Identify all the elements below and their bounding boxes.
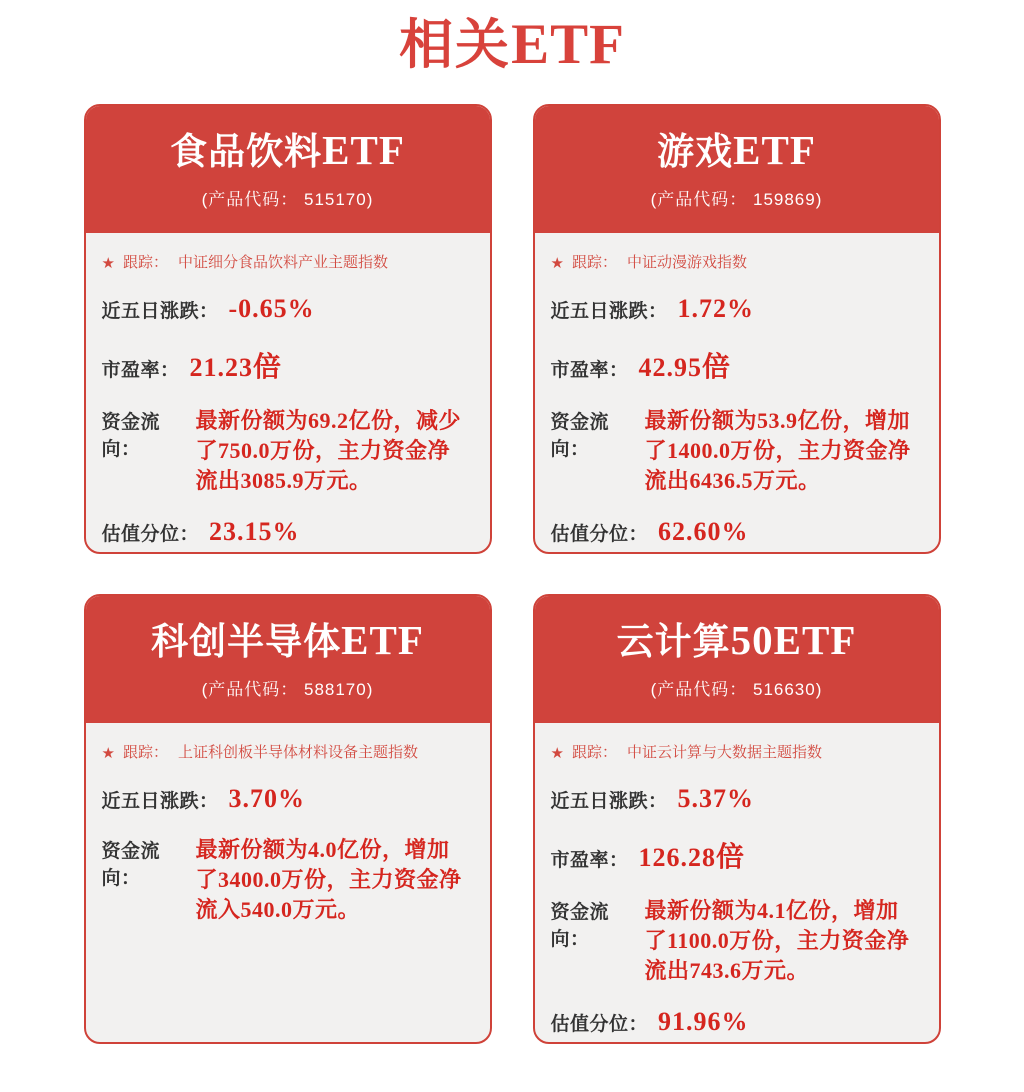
star-icon: ★ bbox=[101, 744, 115, 762]
etf-cards-grid bbox=[0, 104, 1024, 1044]
tracking-index: 上证科创板半导体材料设备主题指数 bbox=[177, 744, 418, 761]
product-code: (产品代码： 516630) bbox=[650, 679, 823, 699]
change-label: 近五日涨跌： bbox=[550, 791, 668, 812]
flow-label: 资金流向： bbox=[550, 412, 610, 460]
flow-label: 资金流向： bbox=[550, 902, 610, 950]
valuation-label: 估值分位： bbox=[550, 1014, 649, 1035]
tracking-label: 跟踪： bbox=[571, 744, 617, 761]
valuation-label: 估值分位： bbox=[550, 524, 649, 545]
valuation-row bbox=[551, 517, 921, 547]
change-label: 近五日涨跌： bbox=[101, 791, 219, 812]
star-icon: ★ bbox=[101, 254, 115, 272]
valuation-row bbox=[102, 517, 472, 547]
change-label: 近五日涨跌： bbox=[101, 301, 219, 322]
tracking-row bbox=[551, 253, 921, 273]
page-title bbox=[0, 12, 1024, 78]
etf-name bbox=[151, 616, 424, 663]
etf-name-zh: 食品饮料 bbox=[170, 130, 323, 172]
change-value: -0.65% bbox=[228, 294, 315, 323]
tracking-row bbox=[551, 743, 921, 763]
pe-label: 市盈率： bbox=[550, 850, 629, 871]
pe-row bbox=[102, 345, 472, 385]
etf-name-zh: 科创半导体 bbox=[151, 620, 342, 662]
tracking-row bbox=[102, 743, 472, 763]
pe-value bbox=[639, 835, 745, 875]
etf-name bbox=[170, 126, 405, 173]
card-header bbox=[535, 106, 939, 233]
tracking-label: 跟踪： bbox=[122, 254, 168, 271]
etf-name-en: ETF bbox=[341, 616, 424, 663]
pe-value bbox=[190, 345, 282, 385]
pe-label: 市盈率： bbox=[101, 360, 180, 381]
etf-card-star-semiconductor bbox=[84, 594, 492, 1044]
tracking-label: 跟踪： bbox=[571, 254, 617, 271]
pe-number: 126.28 bbox=[638, 843, 717, 872]
pe-number: 21.23 bbox=[189, 353, 254, 382]
pe-value bbox=[639, 345, 731, 385]
tracking-label: 跟踪： bbox=[122, 744, 168, 761]
tracking-index: 中证细分食品饮料产业主题指数 bbox=[177, 254, 388, 271]
etf-name bbox=[657, 126, 816, 173]
card-body bbox=[86, 233, 490, 547]
tracking-index: 中证云计算与大数据主题指数 bbox=[626, 744, 822, 761]
valuation-value: 62.60% bbox=[658, 517, 749, 546]
product-code: (产品代码： 588170) bbox=[201, 679, 374, 699]
tracking-row bbox=[102, 253, 472, 273]
etf-name-zh: 云计算 bbox=[616, 620, 731, 662]
valuation-value: 23.15% bbox=[209, 517, 300, 546]
star-icon: ★ bbox=[550, 744, 564, 762]
flow-row bbox=[102, 835, 472, 925]
change-value: 5.37% bbox=[677, 784, 755, 813]
pe-unit: 倍 bbox=[716, 841, 745, 872]
card-header bbox=[535, 596, 939, 723]
page-title-zh: 相关 bbox=[399, 15, 512, 75]
tracking-index: 中证动漫游戏指数 bbox=[626, 254, 747, 271]
flow-label: 资金流向： bbox=[101, 841, 161, 889]
pe-label: 市盈率： bbox=[550, 360, 629, 381]
etf-name bbox=[616, 616, 857, 663]
card-header bbox=[86, 596, 490, 723]
etf-name-en: ETF bbox=[322, 126, 405, 173]
etf-card-food-beverage bbox=[84, 104, 492, 554]
card-header bbox=[86, 106, 490, 233]
card-body bbox=[535, 233, 939, 547]
etf-name-zh: 游戏 bbox=[657, 130, 734, 172]
etf-name-en: ETF bbox=[733, 126, 816, 173]
product-code: (产品代码： 159869) bbox=[650, 189, 823, 209]
flow-value: 最新份额为4.1亿份，增加了1100.0万份，主力资金净流出743.6万元。 bbox=[644, 898, 910, 983]
flow-row bbox=[551, 896, 921, 986]
star-icon: ★ bbox=[550, 254, 564, 272]
card-body bbox=[86, 723, 490, 925]
etf-card-cloud-computing bbox=[533, 594, 941, 1044]
change-value: 1.72% bbox=[677, 294, 755, 323]
change-label: 近五日涨跌： bbox=[550, 301, 668, 322]
pe-unit: 倍 bbox=[253, 351, 282, 382]
etf-card-game bbox=[533, 104, 941, 554]
flow-row bbox=[551, 406, 921, 496]
change-row bbox=[102, 784, 472, 814]
flow-value: 最新份额为4.0亿份，增加了3400.0万份，主力资金净流入540.0万元。 bbox=[195, 837, 462, 922]
change-row bbox=[102, 294, 472, 324]
product-code: (产品代码： 515170) bbox=[201, 189, 374, 209]
flow-label: 资金流向： bbox=[101, 412, 161, 460]
card-body bbox=[535, 723, 939, 1037]
etf-name-en: 50ETF bbox=[730, 616, 857, 663]
pe-row bbox=[551, 835, 921, 875]
flow-value: 最新份额为53.9亿份，增加了1400.0万份，主力资金净流出6436.5万元。 bbox=[644, 408, 911, 493]
page-title-en: ETF bbox=[511, 13, 625, 76]
valuation-row bbox=[551, 1007, 921, 1037]
pe-unit: 倍 bbox=[702, 351, 731, 382]
flow-value: 最新份额为69.2亿份，减少了750.0万份，主力资金净流出3085.9万元。 bbox=[195, 408, 462, 493]
flow-row bbox=[102, 406, 472, 496]
pe-row bbox=[551, 345, 921, 385]
pe-number: 42.95 bbox=[638, 353, 703, 382]
valuation-value: 91.96% bbox=[658, 1007, 749, 1036]
change-row bbox=[551, 294, 921, 324]
change-value: 3.70% bbox=[228, 784, 306, 813]
change-row bbox=[551, 784, 921, 814]
valuation-label: 估值分位： bbox=[101, 524, 200, 545]
